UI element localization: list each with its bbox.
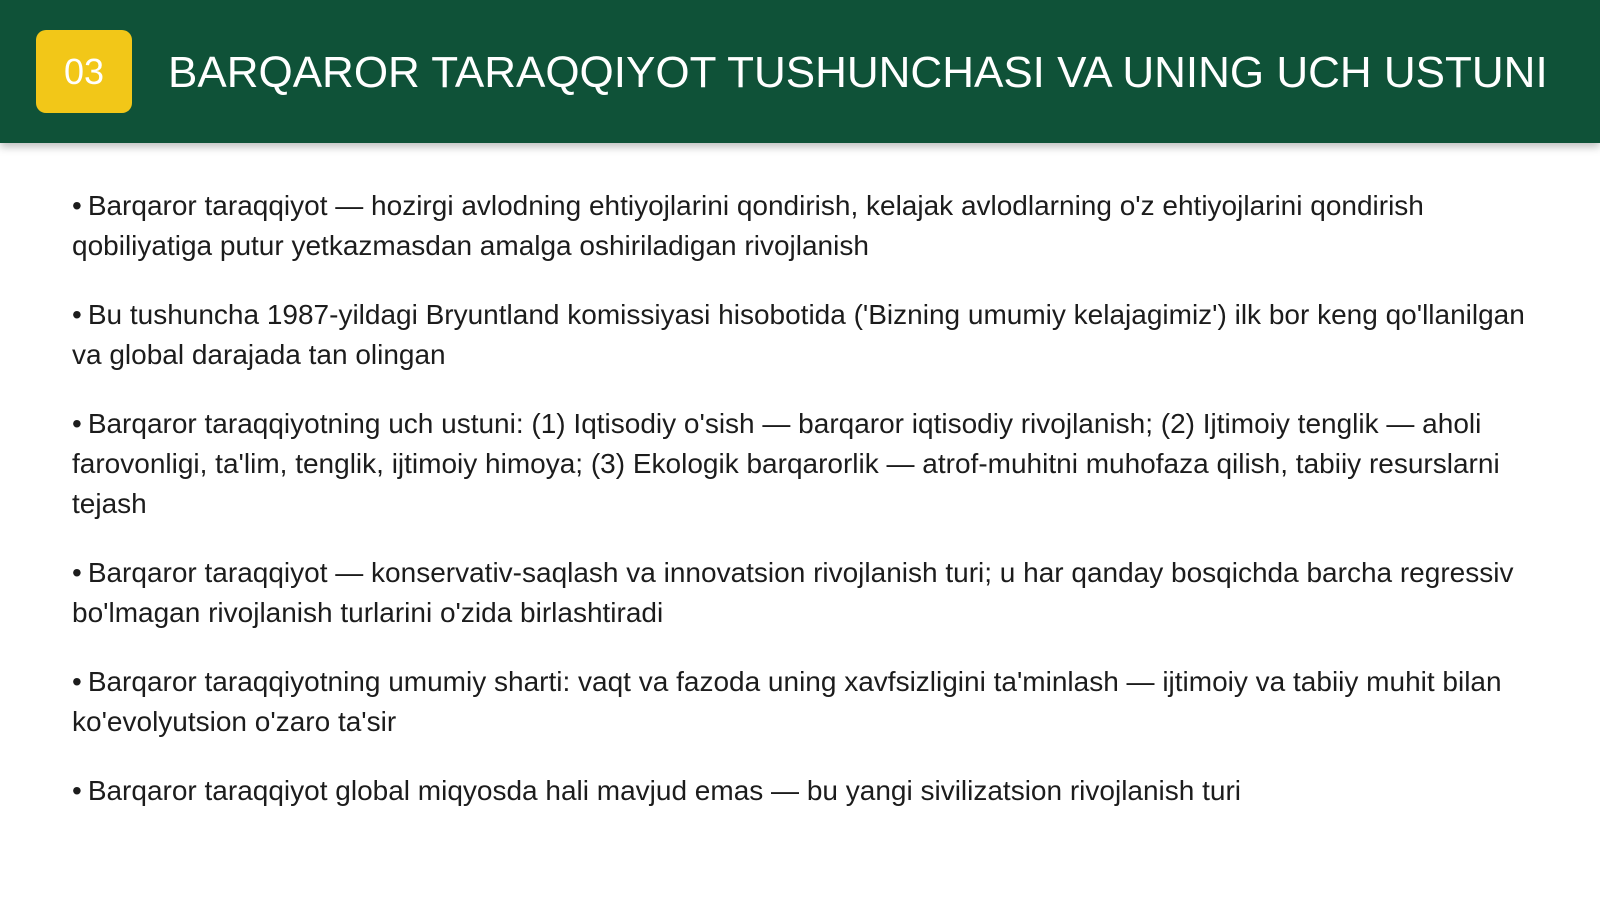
bullet-text: Barqaror taraqqiyot global miqyosda hali mavjud emas — bu yangi sivilizatsion rivojlanish turi <box>87 775 1242 806</box>
bullet-text: Barqaror taraqqiyotning umumiy sharti: vaqt va fazoda uning xavfsizligini ta'minlash — ijtimoiy va tabiiy muhit bilan ko'evolyutsion o'zaro ta'sir <box>72 666 1502 737</box>
bullet-text: Barqaror taraqqiyotning uch ustuni: (1) Iqtisodiy o'sish — barqaror iqtisodiy rivojlanish; (2) Ijtimoiy tenglik — aholi farovonligi, ta'lim, tenglik, ijtimoiy himoya; (3) Ekologik barqarorlik — atrof-muhitni muhofaza qilish, tabiiy resurslarni tejash <box>72 408 1500 519</box>
bullet-dot: • <box>72 557 82 588</box>
bullet-dot: • <box>72 190 82 221</box>
bullet-item <box>72 186 1552 266</box>
slide-header <box>0 0 1600 143</box>
bullet-dot: • <box>72 775 82 806</box>
bullet-text: Barqaror taraqqiyot — konservativ-saqlash va innovatsion rivojlanish turi; u har qanday bosqichda barcha regressiv bo'lmagan rivojlanish turlarini o'zida birlashtiradi <box>72 557 1514 628</box>
bullet-dot: • <box>72 666 82 697</box>
slide-number-badge: 03 <box>36 30 132 113</box>
bullet-text: Barqaror taraqqiyot — hozirgi avlodning ehtiyojlarini qondirish, kelajak avlodlarning o'z ehtiyojlarini qondirish qobiliyatiga putur yetkazmasdan amalga oshiriladigan rivojlanish <box>72 190 1424 261</box>
bullet-item <box>72 662 1552 742</box>
bullet-dot: • <box>72 408 82 439</box>
bullet-item <box>72 771 1552 811</box>
bullet-item <box>72 295 1552 375</box>
bullet-dot: • <box>72 299 82 330</box>
bullet-item <box>72 553 1552 633</box>
bullet-text: Bu tushuncha 1987-yildagi Bryuntland komissiyasi hisobotida ('Bizning umumiy kelajagimiz') ilk bor keng qo'llanilgan va global darajada tan olingan <box>72 299 1525 370</box>
bullet-item <box>72 404 1552 524</box>
bullet-list <box>72 186 1552 840</box>
slide-title: BARQAROR TARAQQIYOT TUSHUNCHASI VA UNING UCH USTUNI <box>168 48 1548 97</box>
